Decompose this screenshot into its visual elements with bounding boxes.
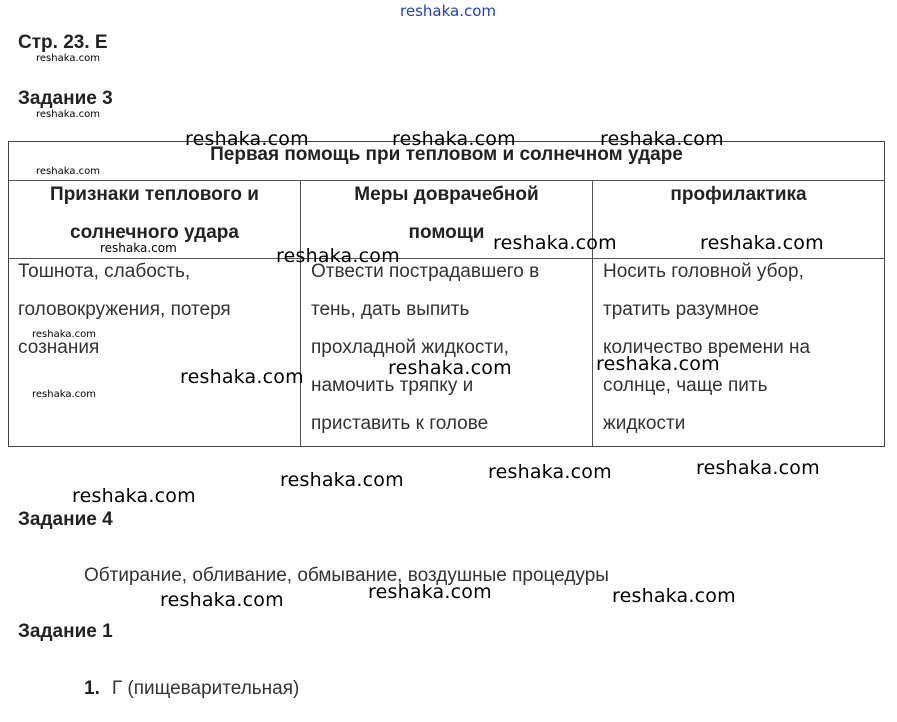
cell-line: жидкости [603,413,686,434]
task1-heading: Задание 1 [18,621,113,642]
watermark-small: reshaka.com [100,241,177,255]
watermark: reshaka.com [696,457,820,479]
cell-line: приставить к голове [311,413,489,434]
cell-line: количество времени на [603,337,811,358]
watermark: reshaka.com [160,589,284,611]
watermark-small: reshaka.com [32,329,96,340]
watermark-small: reshaka.com [32,389,96,400]
watermark: reshaka.com [392,128,516,150]
cell-line: Тошнота, слабость, [18,261,191,282]
header-line: Признаки теплового и [50,184,259,205]
first-aid-table [8,141,885,447]
cell-prevention [603,253,810,443]
watermark: reshaka.com [600,128,724,150]
watermark: reshaka.com [72,485,196,507]
watermark-small: reshaka.com [36,166,100,177]
watermark: reshaka.com [280,469,404,491]
cell-signs [18,253,231,367]
table-column-divider [592,180,593,446]
cell-line: головокружения, потеря [18,299,231,320]
watermark: reshaka.com [276,245,400,267]
cell-line: Носить головной убор, [603,261,804,282]
watermark: reshaka.com [185,128,309,150]
watermark: reshaka.com [180,366,304,388]
header-line: помощи [408,222,485,243]
cell-line: сознания [18,337,100,358]
watermark: reshaka.com [700,232,824,254]
watermark: reshaka.com [388,357,512,379]
watermark: reshaka.com [493,232,617,254]
watermark-small: reshaka.com [36,53,100,64]
cell-line: солнце, чаще пить [603,375,768,396]
header-line: профилактика [670,184,807,205]
column-header-prevention [593,176,884,214]
watermark: reshaka.com [488,461,612,483]
task3-heading: Задание 3 [18,88,113,109]
cell-line: тень, дать выпить [311,299,470,320]
watermark: reshaka.com [612,585,736,607]
cell-first-aid [311,253,539,443]
watermark-small: reshaka.com [36,109,100,120]
cell-line: тратить разумное [603,299,760,320]
task1-item [84,678,299,700]
cell-line: Отвести пострадавшего в [311,261,540,282]
list-text: Г (пищеварительная) [111,678,300,699]
watermark: reshaka.com [368,581,492,603]
cell-line: намочить тряпку и [311,375,474,396]
list-number: 1. [84,678,100,699]
task4-answer: Обтирание, обливание, обмывание, воздушные процедуры [84,565,609,586]
header-line: солнечного удара [70,222,239,243]
watermark: reshaka.com [596,353,720,375]
cell-line: прохладной жидкости, [311,337,509,358]
header-line: Меры доврачебной [354,184,539,205]
task4-heading: Задание 4 [18,509,113,530]
table-caption: Первая помощь при тепловом и солнечном ударе [210,144,683,165]
watermark-top: reshaka.com [400,2,496,20]
page-heading: Стр. 23. Е [18,32,108,53]
